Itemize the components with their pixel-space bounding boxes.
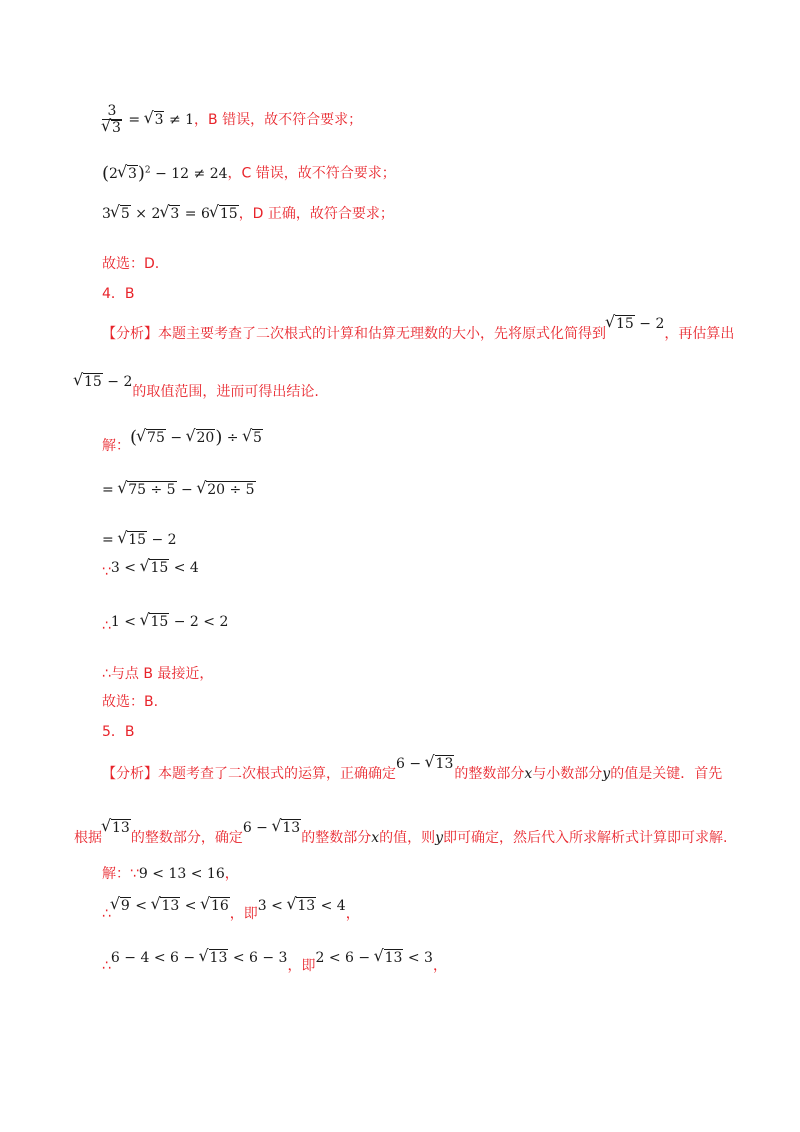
choose-d: 故选：D. [102,256,160,272]
q5-analysis-line1: 【分析】本题考查了二次根式的运算，正确确定6 − √ 13的整数部分x与小数部分y的值是关键．首先 [102,764,722,784]
q4-step-3: ∵3 < √ 15 < 4 [102,562,199,582]
line-c-check: (2√ 3)$^2$ − 12 ≠ 24，C 错误，故不符合要求； [102,160,396,184]
q4-analysis-line1: 【分析】本题主要考查了二次根式的计算和估算无理数的大小，先将原式化简得到√ 15 − 2，再估算出 [102,324,734,344]
q4-conclusion: ∴与点 B 最接近， [102,666,214,682]
q4-step-1: = √ 75 ÷ 5 − √ 20 ÷ 5 [102,480,256,500]
question-4-answer: 4．B [102,286,135,302]
q5-solve-line: 解：∵9 < 13 < 16， [102,866,239,882]
choose-b: 故选：B. [102,694,159,710]
q4-step-4: ∴1 < √ 15 − 2 < 2 [102,616,228,636]
line-b-check: 3 √ 3 = √ 3 ≠ 1，B 错误，故不符合要求； [102,104,362,136]
fraction: 3 √ 3 [102,104,122,136]
line-d-check: 3√ 5 × 2√ 3 = 6√ 15，D 正确，故符合要求； [102,204,394,224]
question-5-answer: 5．B [102,724,135,740]
q5-step-1: ∴√ 9 < √ 13 < √ 16，即3 < √ 13 < 4， [102,904,360,924]
q4-step-2: = √ 15 − 2 [102,530,177,550]
q4-analysis-line2: √ 15 − 2的取值范围，进而可得出结论. [74,382,319,402]
q5-analysis-line2: 根据√ 13的整数部分，确定6 − √ 13的整数部分x的值，则y即可确定，然后代入所求解析式计算即可求解. [74,828,727,848]
q4-solve-line: 解：(√ 75 − √ 20) ÷ √ 5 [102,436,263,456]
q5-step-2: ∴6 − 4 < 6 − √ 13 < 6 − 3，即2 < 6 − √ 13 < 3， [102,956,447,976]
